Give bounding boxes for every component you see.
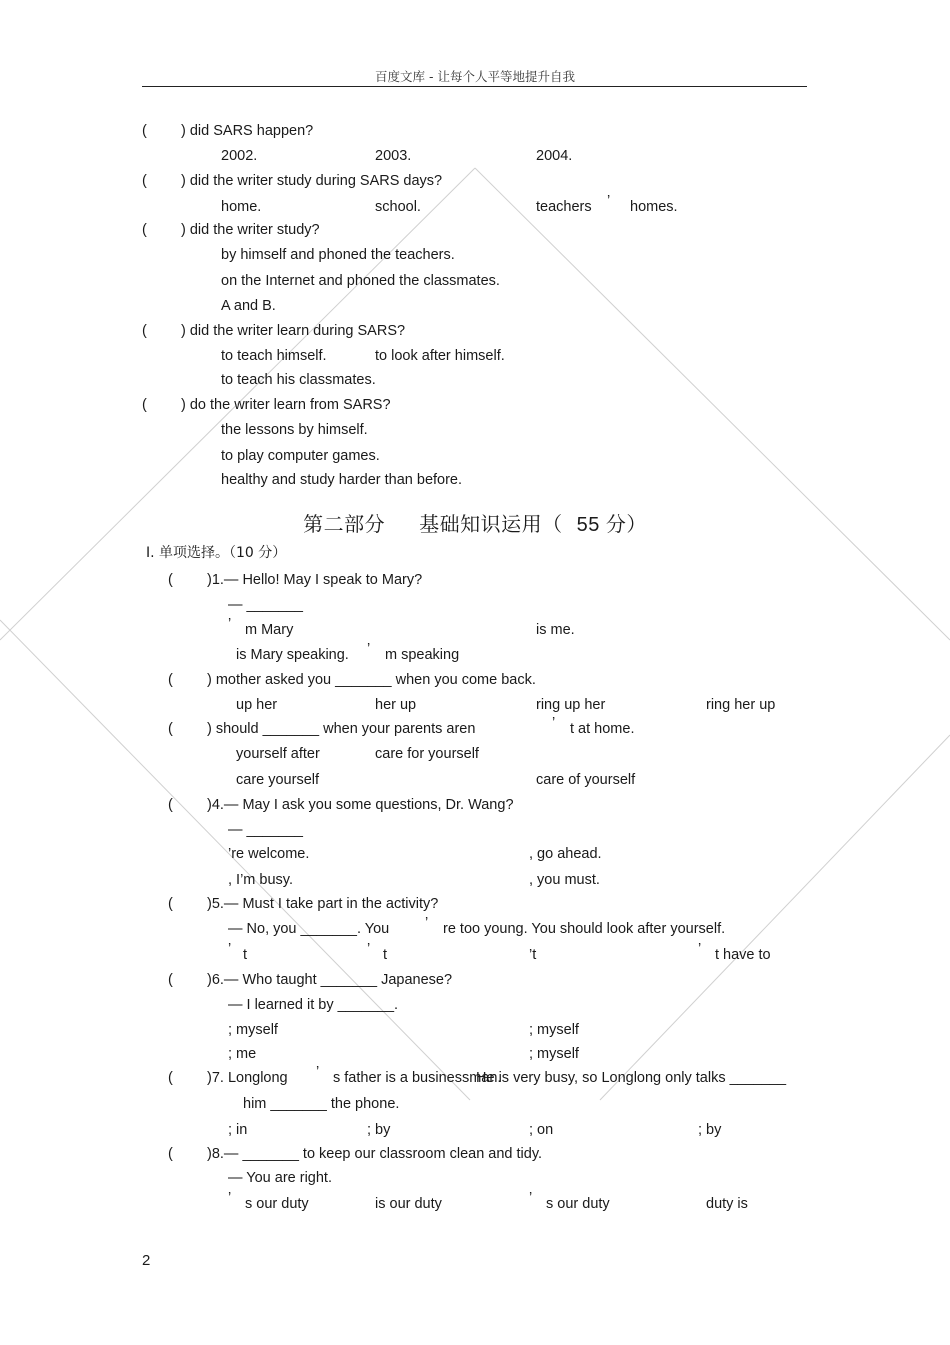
answer-paren: ( xyxy=(142,123,147,139)
option-a: ; in xyxy=(228,1122,248,1138)
option-b: ; by xyxy=(367,1122,391,1138)
section-score: 55 xyxy=(576,514,600,536)
answer-paren: ( xyxy=(142,173,147,189)
option-a: ; myself xyxy=(228,1022,278,1038)
answer-paren: ( xyxy=(168,1070,173,1086)
option-b: is me. xyxy=(536,622,575,638)
option-c: teachers xyxy=(536,199,592,215)
answer-paren: ( xyxy=(168,721,173,737)
option-c: ’t xyxy=(529,947,537,963)
option-c: 2004. xyxy=(536,148,573,164)
option-a: up her xyxy=(236,697,278,713)
apostrophe: ’ xyxy=(529,1190,533,1206)
option-b: to play computer games. xyxy=(221,448,380,464)
option-b: , go ahead. xyxy=(529,846,602,862)
question-stem: ) mother asked you _______ when you come back. xyxy=(207,672,536,688)
option-c: ; on xyxy=(529,1122,554,1138)
question-stem: ) should _______ when your parents aren xyxy=(207,721,476,737)
section-score-unit: 分） xyxy=(605,512,647,536)
question-stem: )7. Longlong xyxy=(207,1070,288,1086)
option-b: ; myself xyxy=(529,1022,579,1038)
answer-paren: ( xyxy=(142,323,147,339)
option-a: home. xyxy=(221,199,262,215)
apostrophe: ’ xyxy=(698,941,702,957)
answer-paren: ( xyxy=(168,1146,173,1162)
option-a: s our duty xyxy=(245,1196,309,1212)
question-line2: — You are right. xyxy=(228,1170,332,1186)
part-heading: Ⅰ. 单项选择。（10 分） xyxy=(146,545,287,561)
section-part: 第二部分 xyxy=(303,512,386,536)
option-b: her up xyxy=(375,697,417,713)
option-b: care for yourself xyxy=(375,746,479,762)
question-stem-mid: s father is a businessman. xyxy=(333,1070,502,1086)
question-stem-tail: t at home. xyxy=(570,721,635,737)
option-b: t xyxy=(383,947,388,963)
section-subtitle: 基础知识运用（ xyxy=(419,512,563,536)
option-c: ring up her xyxy=(536,697,606,713)
apostrophe: ’ xyxy=(228,616,232,632)
apostrophe: ’ xyxy=(228,1190,232,1206)
question-stem: )8.— _______ to keep our classroom clean and tidy. xyxy=(207,1146,543,1162)
option-c: is Mary speaking. xyxy=(236,647,349,663)
apostrophe: ’ xyxy=(367,641,371,657)
apostrophe: ’ xyxy=(228,941,232,957)
option-c: to teach his classmates. xyxy=(221,372,376,388)
apostrophe: ’ xyxy=(367,941,371,957)
option-c: ; me xyxy=(228,1046,257,1062)
option-a: to teach himself. xyxy=(221,348,327,364)
option-a: by himself and phoned the teachers. xyxy=(221,247,455,263)
option-a: 2002. xyxy=(221,148,258,164)
question-line2: — No, you _______. You xyxy=(228,921,390,937)
question-stem: ) did SARS happen? xyxy=(181,123,314,139)
question-stem: ) do the writer learn from SARS? xyxy=(181,397,391,413)
question-stem: ) did the writer learn during SARS? xyxy=(181,323,406,339)
option-d: m speaking xyxy=(385,647,460,663)
option-b: on the Internet and phoned the classmates. xyxy=(221,273,500,289)
page-number: 2 xyxy=(142,1252,151,1269)
option-a: m Mary xyxy=(245,622,294,638)
option-d: care of yourself xyxy=(536,772,636,788)
apostrophe: ’ xyxy=(316,1064,320,1080)
answer-paren: ( xyxy=(168,797,173,813)
option-a: the lessons by himself. xyxy=(221,422,368,438)
option-b: 2003. xyxy=(375,148,412,164)
answer-paren: ( xyxy=(168,972,173,988)
option-d: ring her up xyxy=(706,697,776,713)
option-a: t xyxy=(243,947,248,963)
option-c: healthy and study harder than before. xyxy=(221,472,463,488)
question-stem: )4.— May I ask you some questions, Dr. Wang? xyxy=(207,797,514,813)
question-stem: )5.— Must I take part in the activity? xyxy=(207,896,439,912)
answer-paren: ( xyxy=(142,397,147,413)
question-stem: )6.— Who taught _______ Japanese? xyxy=(207,972,453,988)
option-d: , you must. xyxy=(529,872,600,888)
option-b: school. xyxy=(375,199,421,215)
document-header: 百度文库 - 让每个人平等地提升自我 xyxy=(375,69,575,84)
header-divider xyxy=(142,86,807,87)
answer-blank: — _______ xyxy=(228,597,303,613)
apostrophe: ’ xyxy=(607,193,611,209)
option-c: , I’m busy. xyxy=(228,872,293,888)
option-c-tail: homes. xyxy=(630,199,678,215)
option-d: t have to xyxy=(715,947,771,963)
question-line2: him _______ the phone. xyxy=(243,1096,400,1112)
question-stem-tail: He is very busy, so Longlong only talks _______ xyxy=(476,1070,787,1086)
apostrophe: ’ xyxy=(425,915,429,931)
option-d: ; myself xyxy=(529,1046,579,1062)
option-a: yourself after xyxy=(236,746,320,762)
option-d: duty is xyxy=(706,1196,748,1212)
option-b: to look after himself. xyxy=(375,348,505,364)
question-line2: — I learned it by _______. xyxy=(228,997,399,1013)
option-c: s our duty xyxy=(546,1196,610,1212)
section-title xyxy=(0,508,950,537)
option-c: care yourself xyxy=(236,772,320,788)
option-d: ; by xyxy=(698,1122,722,1138)
answer-paren: ( xyxy=(168,672,173,688)
apostrophe: ’ xyxy=(552,715,556,731)
answer-blank: — _______ xyxy=(228,822,303,838)
question-stem: ) did the writer study? xyxy=(181,222,320,238)
answer-paren: ( xyxy=(168,896,173,912)
option-c: A and B. xyxy=(221,298,276,314)
option-b: is our duty xyxy=(375,1196,442,1212)
question-line2-tail: re too young. You should look after yourself. xyxy=(443,921,726,937)
answer-paren: ( xyxy=(168,572,173,588)
answer-paren: ( xyxy=(142,222,147,238)
option-a: ’re welcome. xyxy=(228,846,310,862)
question-stem: ) did the writer study during SARS days? xyxy=(181,173,443,189)
question-stem: )1.— Hello! May I speak to Mary? xyxy=(207,572,423,588)
